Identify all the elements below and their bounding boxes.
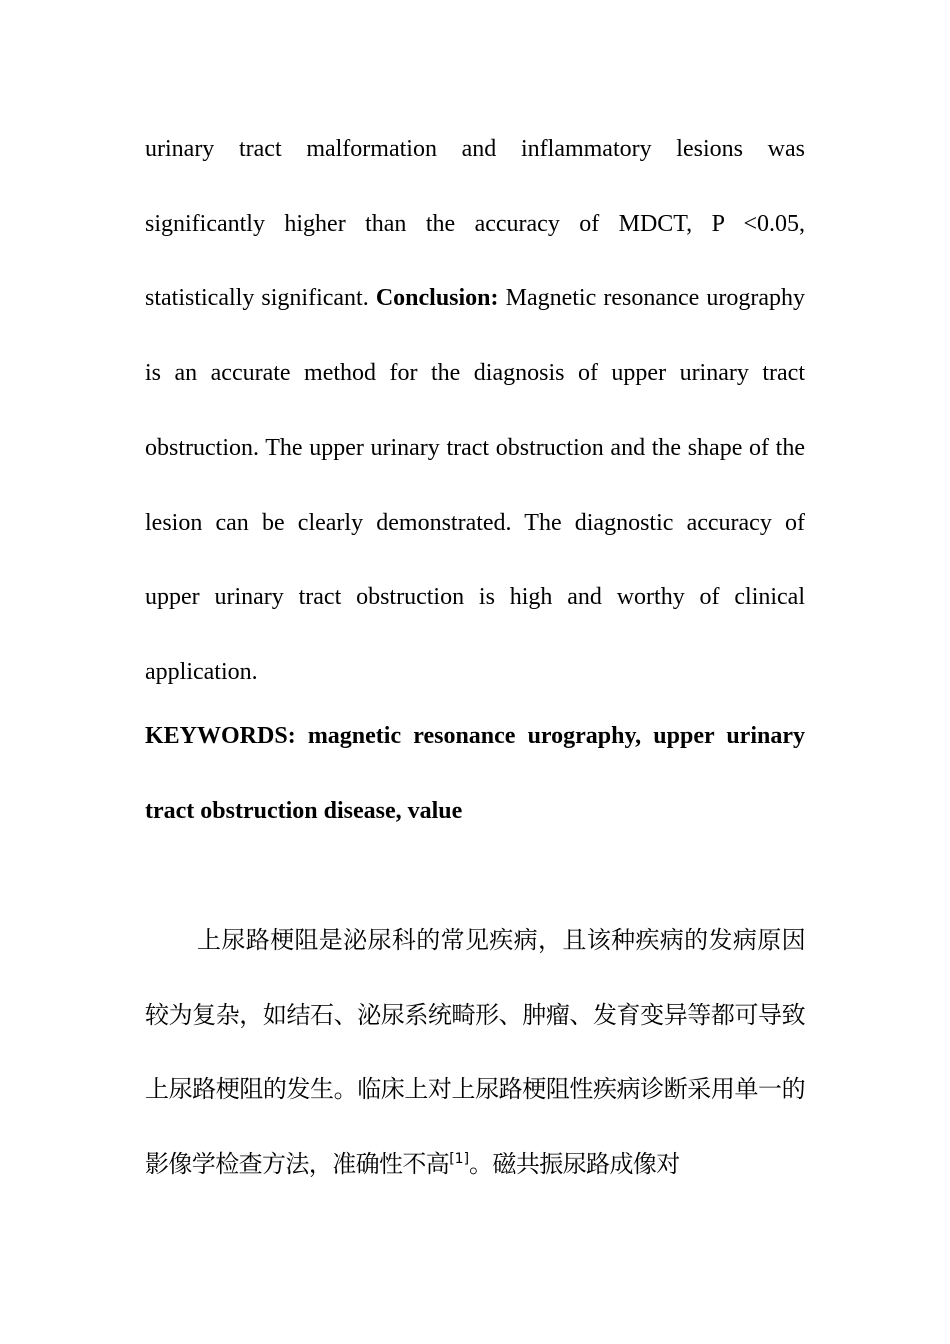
keywords-section — [145, 699, 805, 848]
keywords-paragraph — [145, 699, 805, 848]
keywords-text: magnetic resonance urography, upper urinary tract obstruction disease, value — [145, 723, 805, 824]
keywords-label: KEYWORDS: — [145, 723, 296, 749]
citation-ref-1[interactable]: [1] — [449, 1150, 470, 1167]
abstract-text-part2: Magnetic resonance urography is an accurate method for the diagnosis of upper urinary tract obstruction. The upper urinary tract obstruction and the shape of the lesion can be clearly demonstrated. The diagnostic accuracy of upper urinary tract obstruction is high and worthy of clinical application. — [145, 285, 805, 685]
abstract-text-part1: urinary tract malformation and inflammatory lesions was significantly higher than the accuracy of MDCT, P <0.05, statistically significant. — [145, 136, 805, 312]
body-paragraph — [145, 903, 805, 1201]
abstract-paragraph — [145, 0, 805, 710]
conclusion-label: Conclusion: — [375, 285, 499, 312]
body-text-after-cite: 。磁共振尿路成像对 — [469, 1149, 680, 1178]
abstract-section — [145, 0, 805, 710]
body-text-before-cite: 上尿路梗阻是泌尿科的常见疾病，且该种疾病的发病原因较为复杂，如结石、泌尿系统畸形、肿瘤、发育变异等都可导致上尿路梗阻的发生。临床上对上尿路梗阻性疾病诊断采用单一的影像学检查方法，准确性不高 — [145, 926, 805, 1178]
body-section — [145, 903, 805, 1201]
